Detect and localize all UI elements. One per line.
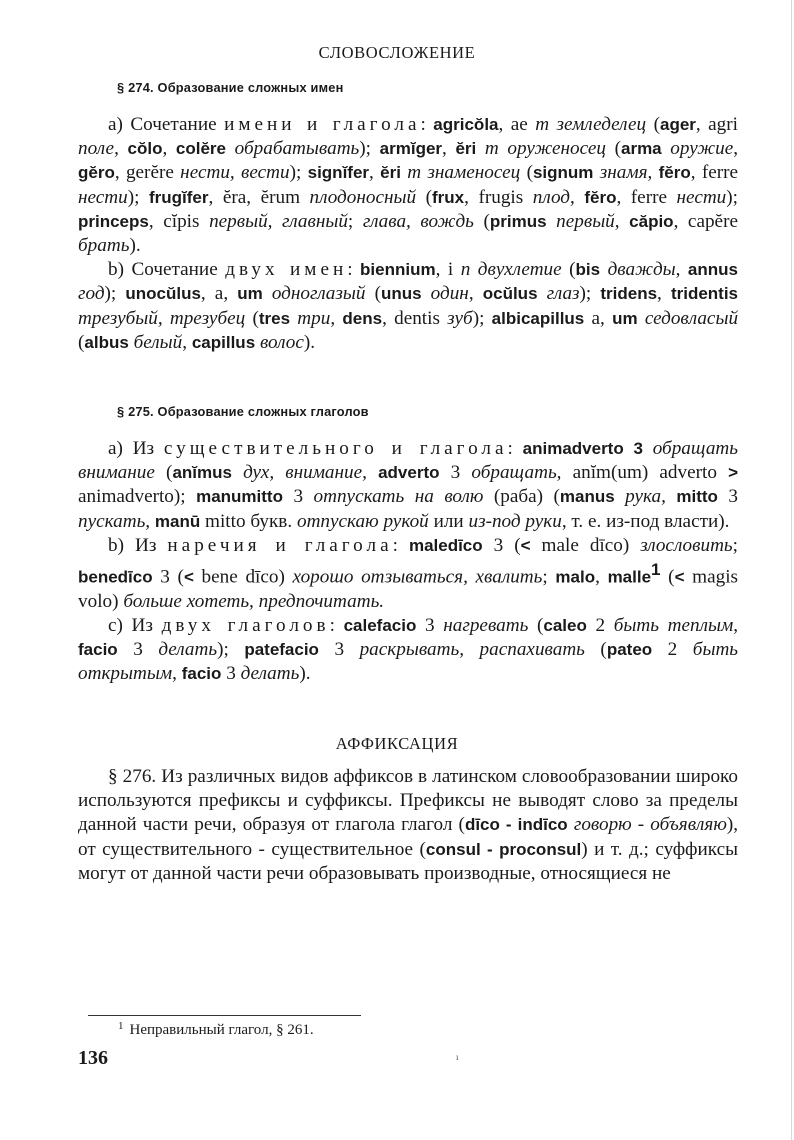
footnote-text: Неправильный глагол, § 261. — [129, 1022, 314, 1038]
section-274-body — [78, 113, 738, 355]
paragraph-274b: b) Сочетание двух имен: biennium, i n двухлетие (bis дважды, annus год); unocŭlus, a, um одноглазый (unus один, ocŭlus глаз); tridens, tridentis трезубый, трезубец (tres три, dens, dentis зуб); albicapillus a, um седовласый (albus белый, capillus волос). — [78, 259, 739, 353]
paragraph-275a: а) Из существительного и глагола: animadverto 3 обращать внимание (anĭmus дух, внимание, adverto 3 обращать, anĭm(um) adverto > animadverto); manumitto 3 отпускать на волю (раба) (manus рука, mitto 3 пускать, manū mitto букв. отпускаю рукой или из-под руки, т. е. из-под власти). — [78, 438, 739, 532]
section-275-title: § 275. Образование сложных глаголов — [117, 404, 369, 419]
paragraph-274a: а) Сочетание имени и глагола: agricŏla, ae m земледелец (ager, agri поле, cŏlo, colĕre обрабатывать); armĭger, ĕri m оруженосец (arma оружие, gĕro, gerĕre нести, вести); signĭfer, ĕri m знаменосец (signum знамя, fĕro, ferre нести); frugĭfer, ĕra, ĕrum плодоносный (frux, frugis плод, fĕro, ferre нести); princeps, cĭpis первый, главный; глава, вождь (primus первый, căpio, capĕre брать). — [78, 114, 739, 257]
paragraph-276: § 276. Из различных видов аффиксов в латинском словообразовании широко используются префиксы и суффиксы. Префиксы не выводят слово за пределы данной части речи, образуя от глагола глагол (dīco - indīco говорю - объявляю), от существительного - существительное (consul - proconsul) и т. д.; суффиксы могут от данной части речи образовывать производные, относящиеся не — [78, 766, 739, 884]
paragraph-275c: c) Из двух глаголов: calefacio 3 нагревать (caleo 2 быть теплым, facio 3 делать); patefacio 3 раскрывать, распахивать (pateo 2 быть открытым, facio 3 делать). — [78, 614, 739, 685]
page-number: 136 — [78, 1047, 108, 1069]
footnote — [118, 1020, 314, 1039]
page-edge — [791, 0, 792, 1140]
stray-mark: ı — [456, 1052, 459, 1062]
footnote-ref: 1 — [651, 560, 661, 580]
section-275-body — [78, 437, 738, 686]
section-276-body — [78, 765, 738, 886]
footnote-rule — [88, 1015, 361, 1016]
heading-word-formation: СЛОВОСЛОЖЕНИЕ — [318, 43, 476, 62]
paragraph-275b: b) Из наречия и глагола: maledīco 3 (< male dīco) злословить; benedīco 3 (< bene dīco) хорошо отзываться, хвалить; malo, malle$^1$ (< magis volo) больше хотеть, предпочитать. — [78, 534, 739, 612]
heading-affixation: АФФИКСАЦИЯ — [335, 734, 459, 753]
footnote-number: 1 — [118, 1020, 124, 1032]
section-274-title: § 274. Образование сложных имен — [117, 80, 344, 95]
